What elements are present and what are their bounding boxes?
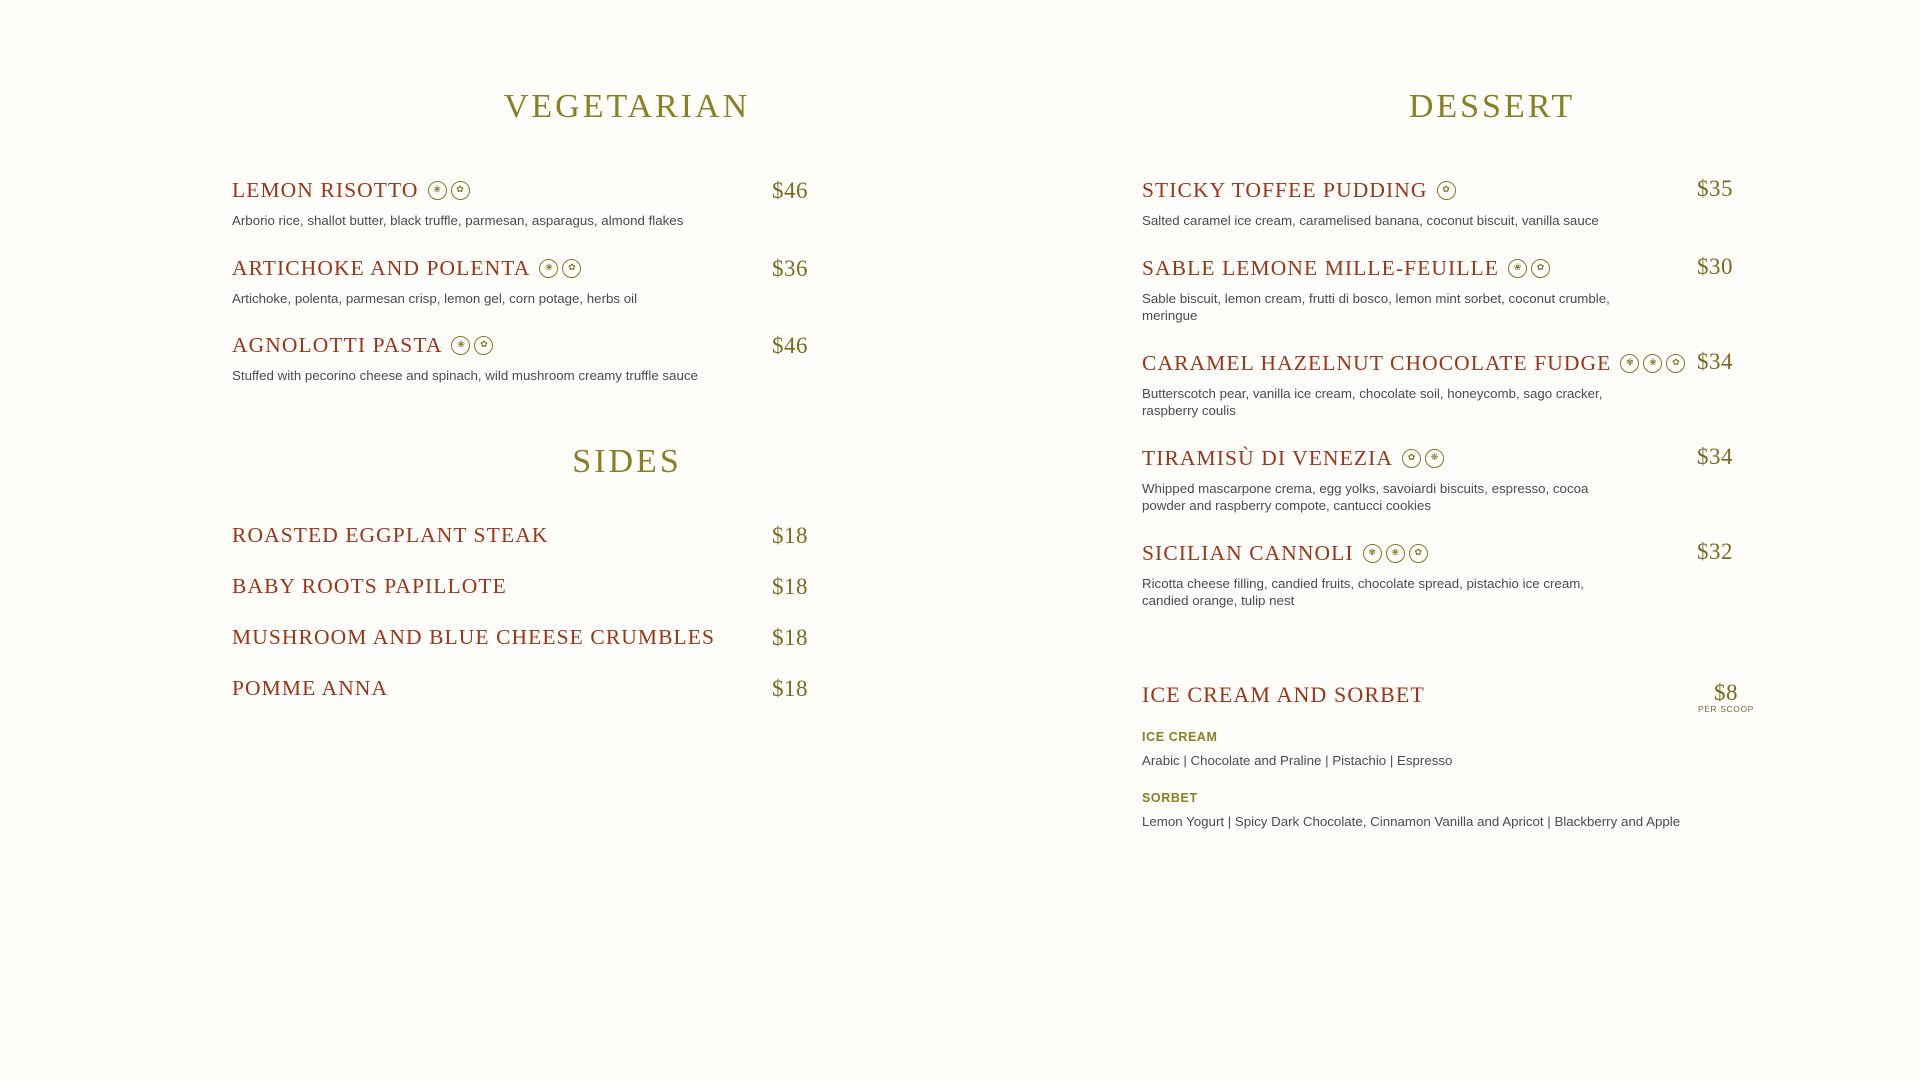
dietary-icons <box>451 336 493 355</box>
menu-item <box>232 256 1022 308</box>
ice-cream-price: $8 <box>1714 679 1738 705</box>
price-wrap <box>772 625 808 651</box>
vegetarian-icon: ✿ <box>1666 354 1685 373</box>
menu-item-price: $34 <box>1697 348 1733 374</box>
menu-item-name-wrap <box>1142 351 1685 376</box>
menu-item-name: ARTICHOKE AND POLENTA <box>232 255 531 280</box>
dietary-icons <box>1620 354 1685 373</box>
price-wrap <box>772 574 808 600</box>
left-column <box>232 88 1022 831</box>
menu-item-name: ROASTED EGGPLANT STEAK <box>232 522 549 547</box>
right-column <box>1142 88 1842 831</box>
leaf-icon: ❀ <box>1643 354 1662 373</box>
sorbet-label: SORBET <box>1142 791 1198 806</box>
menu-item <box>232 523 1022 548</box>
vegetarian-icon: ✿ <box>1531 259 1550 278</box>
menu-item-name: MUSHROOM AND BLUE CHEESE CRUMBLES <box>232 624 716 649</box>
menu-item-name-wrap <box>1142 178 1456 203</box>
menu-item-description: Whipped mascarpone crema, egg yolks, savoiardi biscuits, espresso, cocoa powder and raspberry compote, cantucci cookies <box>1142 480 1589 514</box>
menu-item-price: $18 <box>772 624 808 650</box>
price-wrap <box>1697 539 1733 565</box>
menu-item-name: BABY ROOTS PAPILLOTE <box>232 573 507 598</box>
ice-cream-price-note: PER SCOOP <box>1698 703 1754 714</box>
dietary-icons <box>428 181 470 200</box>
menu-item-name: SABLE LEMONE MILLE-FEUILLE <box>1142 255 1500 280</box>
menu-item <box>1142 538 1842 610</box>
menu-item-price: $36 <box>772 255 808 281</box>
menu-item-name: CARAMEL HAZELNUT CHOCOLATE FUDGE <box>1142 350 1612 375</box>
menu-item-header <box>1142 538 1842 566</box>
menu-item-header <box>232 178 1022 203</box>
price-wrap <box>772 178 808 204</box>
ice-cream-flavors: Arabic | Chocolate and Praline | Pistachio | Espresso <box>1142 752 1453 768</box>
menu-item-description: Artichoke, polenta, parmesan crisp, lemon gel, corn potage, herbs oil <box>232 290 638 306</box>
menu-item-header <box>232 256 1022 281</box>
ice-cream-label: ICE CREAM <box>1142 729 1218 744</box>
menu-item-price: $35 <box>1697 176 1733 201</box>
menu-item-name: TIRAMISÙ DI VENEZIA <box>1142 445 1394 470</box>
menu-item <box>232 178 1022 230</box>
price-wrap <box>772 256 808 282</box>
menu-item <box>232 676 1022 701</box>
price-wrap <box>1697 444 1733 470</box>
menu-item-header <box>1142 348 1842 376</box>
menu-item <box>1142 178 1842 230</box>
price-wrap <box>1697 254 1733 280</box>
menu-item-price: $18 <box>772 573 808 599</box>
menu-item-price: $34 <box>1697 443 1733 469</box>
menu-item-description: Ricotta cheese filling, candied fruits, chocolate spread, pistachio ice cream, candied orange, tulip nest <box>1142 575 1584 609</box>
menu-item-name-wrap <box>232 256 581 281</box>
price-wrap <box>1697 349 1733 375</box>
menu-item-price: $46 <box>772 178 808 203</box>
nut-icon: ✾ <box>1363 544 1382 563</box>
menu-item <box>232 574 1022 599</box>
menu-item-price: $46 <box>772 333 808 359</box>
section-title-dessert: DESSERT <box>1408 88 1576 125</box>
menu-item-header <box>1142 443 1842 471</box>
menu-item-description: Sable biscuit, lemon cream, frutti di bosco, lemon mint sorbet, coconut crumble, meringue <box>1142 290 1610 324</box>
menu-item <box>232 625 1022 650</box>
menu-item-name: AGNOLOTTI PASTA <box>232 333 443 358</box>
price-wrap <box>1694 680 1758 714</box>
dietary-icons <box>1508 259 1550 278</box>
price-wrap <box>1697 176 1733 202</box>
vegetarian-icon: ✿ <box>451 181 470 200</box>
alcohol-icon: ❋ <box>1425 449 1444 468</box>
vegetarian-icon: ✿ <box>1402 449 1421 468</box>
vegetarian-icon: ✿ <box>474 336 493 355</box>
leaf-icon: ❀ <box>428 181 447 200</box>
sorbet-flavors: Lemon Yogurt | Spicy Dark Chocolate, Cinnamon Vanilla and Apricot | Blackberry and Apple <box>1142 814 1681 830</box>
menu-item-name-wrap <box>232 178 470 203</box>
leaf-icon: ❀ <box>451 336 470 355</box>
section-title-sides: SIDES <box>572 442 682 480</box>
menu-item-header <box>1142 253 1842 281</box>
section-title-vegetarian: VEGETARIAN <box>503 88 751 125</box>
menu-item-price: $18 <box>772 675 808 701</box>
menu-item-name: SICILIAN CANNOLI <box>1142 540 1354 565</box>
menu-item-header <box>1142 178 1842 203</box>
menu-item <box>1142 348 1842 420</box>
price-wrap <box>772 523 808 549</box>
price-wrap <box>772 676 808 702</box>
leaf-icon: ❀ <box>539 259 558 278</box>
menu-item-description: Stuffed with pecorino cheese and spinach, wild mushroom creamy truffle sauce <box>232 368 698 384</box>
vegetarian-icon: ✿ <box>1437 181 1456 200</box>
dietary-icons <box>1402 449 1444 468</box>
nut-icon: ✾ <box>1620 354 1639 373</box>
menu-item-header <box>232 333 1022 358</box>
menu-item-description: Butterscotch pear, vanilla ice cream, chocolate soil, honeycomb, sago cracker, raspberry coulis <box>1142 385 1603 419</box>
menu-item-description: Arborio rice, shallot butter, black truffle, parmesan, asparagus, almond flakes <box>232 213 684 228</box>
menu-item-description: Salted caramel ice cream, caramelised banana, coconut biscuit, vanilla sauce <box>1142 213 1599 228</box>
menu-item-price: $30 <box>1697 253 1733 279</box>
ice-cream-title: ICE CREAM AND SORBET <box>1142 681 1425 707</box>
menu-item-price: $32 <box>1697 538 1733 564</box>
leaf-icon: ❀ <box>1508 259 1527 278</box>
dietary-icons <box>1363 544 1428 563</box>
vegetarian-icon: ✿ <box>562 259 581 278</box>
menu-item-name-wrap <box>232 333 493 358</box>
menu-item-name-wrap <box>1142 256 1550 281</box>
menu-item-name: STICKY TOFFEE PUDDING <box>1142 178 1428 202</box>
menu-item <box>1142 253 1842 325</box>
menu-item <box>1142 443 1842 515</box>
menu-item <box>232 333 1022 385</box>
leaf-icon: ❀ <box>1386 544 1405 563</box>
price-wrap <box>772 333 808 359</box>
menu-item-price: $18 <box>772 522 808 548</box>
menu-item-name: POMME ANNA <box>232 675 389 700</box>
ice-cream-block <box>1142 679 1842 831</box>
dietary-icons <box>1437 181 1456 200</box>
dietary-icons <box>539 259 581 278</box>
menu-item-name-wrap <box>1142 446 1444 471</box>
menu-item-name-wrap <box>1142 541 1428 566</box>
menu-item-name: LEMON RISOTTO <box>232 178 419 202</box>
vegetarian-icon: ✿ <box>1409 544 1428 563</box>
